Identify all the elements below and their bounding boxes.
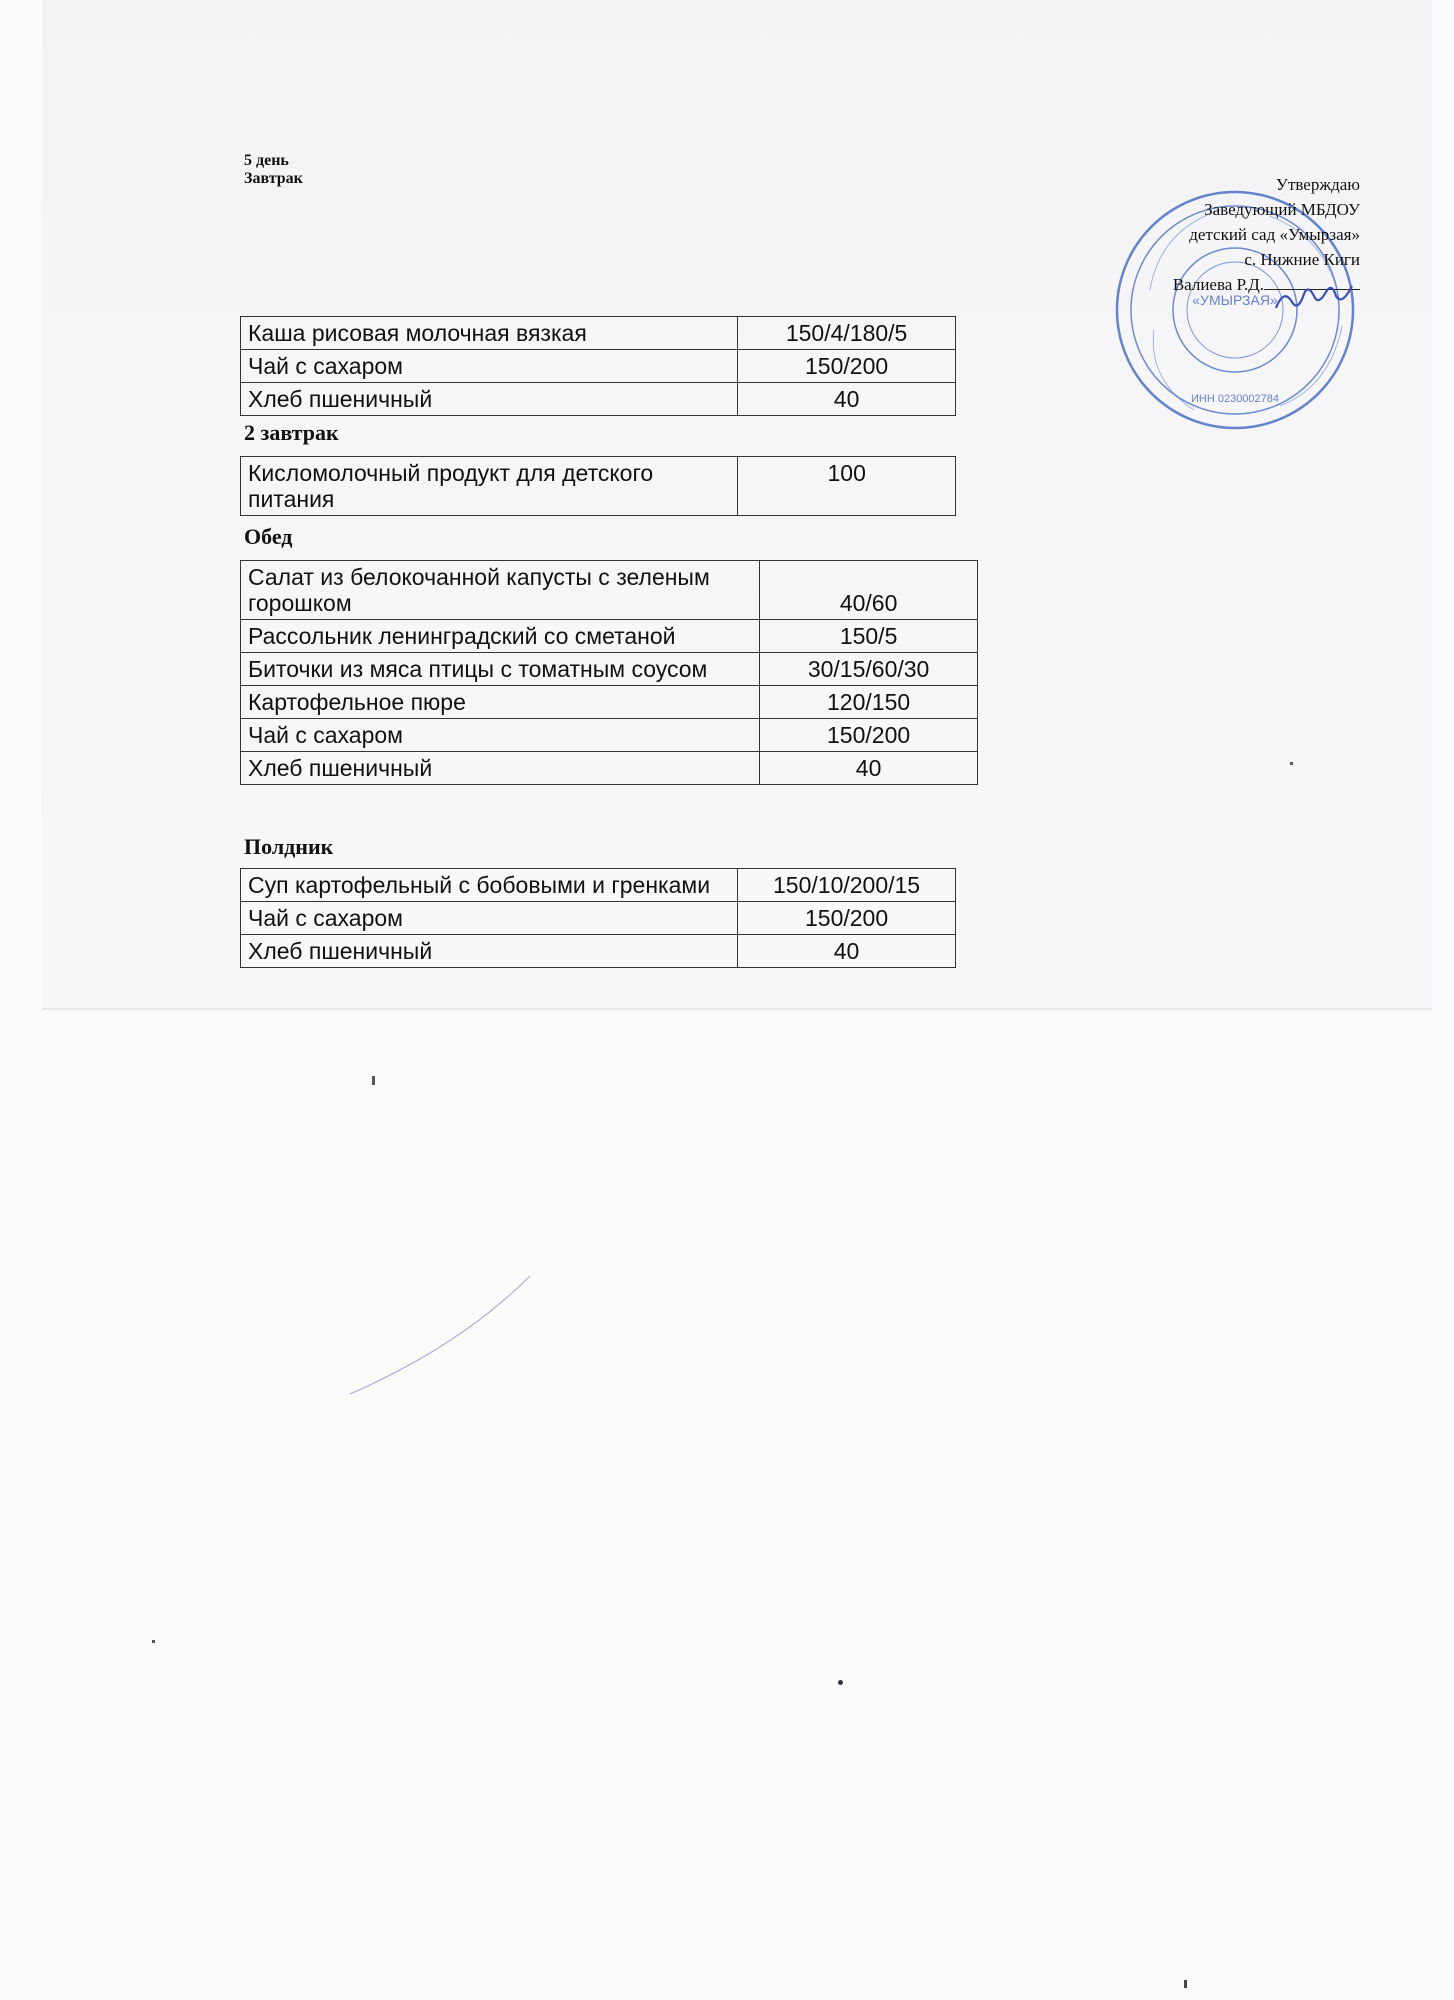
- table-row: [241, 620, 978, 653]
- approval-line-4: с. Нижние Киги: [1244, 250, 1360, 269]
- dish-portion: 40: [760, 752, 978, 785]
- approver-name: Валиева Р.Д.: [1172, 275, 1264, 294]
- dish-portion: 150/200: [738, 350, 956, 383]
- table-row: [241, 935, 956, 968]
- dish-name: Каша рисовая молочная вязкая: [241, 317, 738, 350]
- table-row: [241, 317, 956, 350]
- pen-stroke-mark: [340, 1270, 540, 1400]
- dish-name: Хлеб пшеничный: [241, 752, 760, 785]
- dish-portion: 150/200: [760, 719, 978, 752]
- table-row: [241, 457, 956, 516]
- approval-line-2: Заведующий МБДОУ: [1204, 200, 1360, 219]
- seal-center-text: «УМЫРЗАЯ»: [1192, 292, 1278, 308]
- dish-portion: 150/4/180/5: [738, 317, 956, 350]
- dish-name: Чай с сахаром: [241, 350, 738, 383]
- dish-portion: 150/10/200/15: [738, 869, 956, 902]
- dish-portion: 150/5: [760, 620, 978, 653]
- dish-portion: 120/150: [760, 686, 978, 719]
- table-row: [241, 902, 956, 935]
- scan-edge: [42, 1008, 1432, 1010]
- dish-name: Салат из белокочанной капусты с зеленым горошком: [241, 561, 760, 620]
- dish-portion: 40: [738, 935, 956, 968]
- dish-name: Чай с сахаром: [241, 719, 760, 752]
- second-breakfast-title: 2 завтрак: [244, 420, 339, 445]
- table-row: [241, 869, 956, 902]
- scan-dot: [838, 1680, 843, 1685]
- table-row: [241, 752, 978, 785]
- scan-dot: [1290, 762, 1293, 765]
- dish-name: Хлеб пшеничный: [241, 935, 738, 968]
- second-breakfast-table: [240, 456, 956, 516]
- scan-dot: [152, 1640, 155, 1643]
- table-row: [241, 653, 978, 686]
- signature: [1270, 280, 1370, 320]
- table-row: [241, 350, 956, 383]
- scan-dot: [372, 1076, 375, 1085]
- table-row: [241, 686, 978, 719]
- lunch-table: [240, 560, 978, 785]
- snack-title: Полдник: [244, 834, 334, 859]
- dish-name: Чай с сахаром: [241, 902, 738, 935]
- scan-dot: [1184, 1980, 1187, 1988]
- breakfast-table: [240, 316, 956, 416]
- dish-portion: 40/60: [760, 561, 978, 620]
- dish-portion: 150/200: [738, 902, 956, 935]
- dish-name: Хлеб пшеничный: [241, 383, 738, 416]
- dish-name: Биточки из мяса птицы с томатным соусом: [241, 653, 760, 686]
- seal-inn-text: ИНН 0230002784: [1190, 393, 1280, 405]
- dish-name: Кисломолочный продукт для детского питания: [241, 457, 738, 516]
- breakfast-title: Завтрак: [244, 170, 303, 187]
- table-row: [241, 383, 956, 416]
- dish-name: Картофельное пюре: [241, 686, 760, 719]
- approval-line-3: детский сад «Умырзая»: [1189, 225, 1360, 244]
- day-header: [244, 152, 303, 188]
- table-row: [241, 719, 978, 752]
- dish-portion: 30/15/60/30: [760, 653, 978, 686]
- lunch-title: Обед: [244, 524, 293, 549]
- approval-block: [1130, 172, 1360, 297]
- table-row: [241, 561, 978, 620]
- dish-name: Суп картофельный с бобовыми и гренками: [241, 869, 738, 902]
- day-number: 5 день: [244, 152, 289, 169]
- dish-portion: 100: [738, 457, 956, 516]
- approval-line-1: Утверждаю: [1275, 175, 1360, 194]
- dish-name: Рассольник ленинградский со сметаной: [241, 620, 760, 653]
- snack-table: [240, 868, 956, 968]
- dish-portion: 40: [738, 383, 956, 416]
